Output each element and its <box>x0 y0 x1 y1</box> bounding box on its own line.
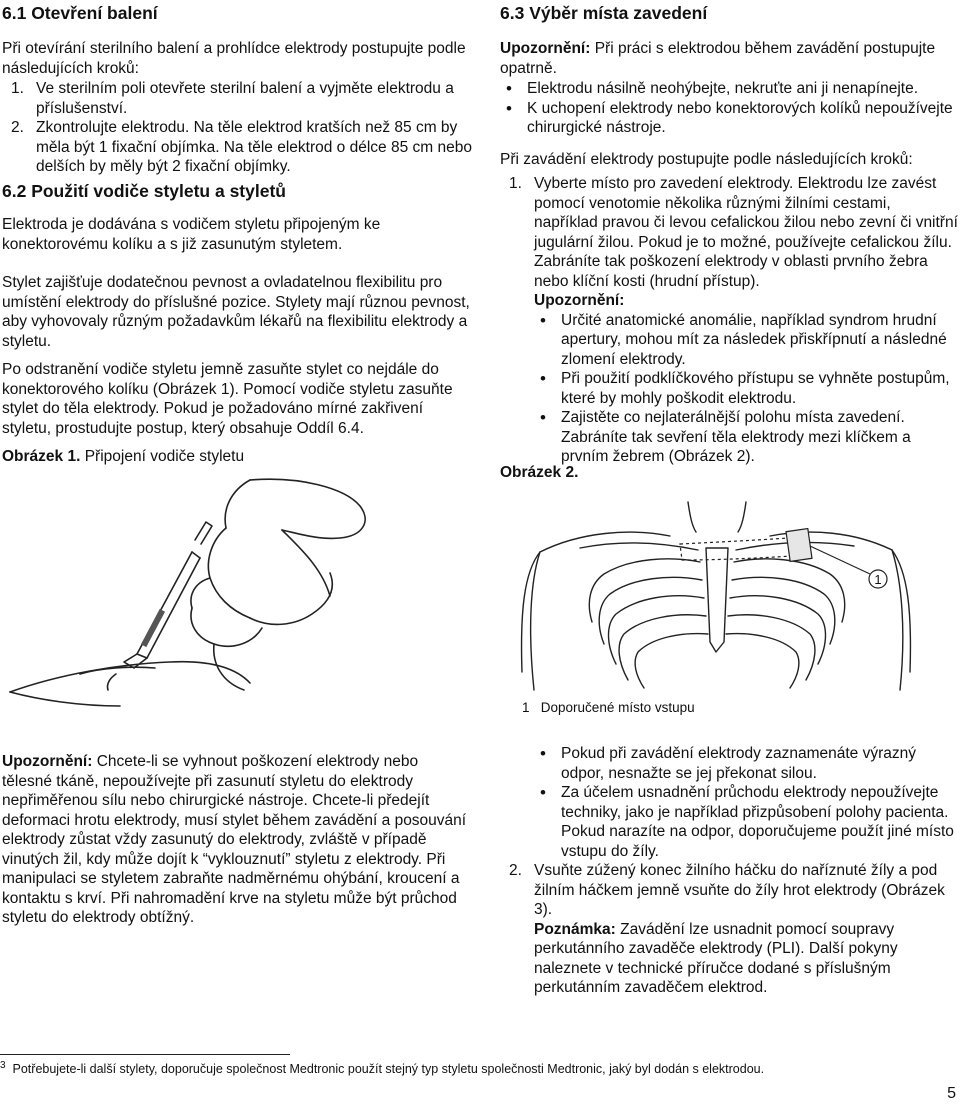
step-number: 2. <box>509 862 522 879</box>
step-number: 1. <box>11 80 24 97</box>
figure-2-callout-number: 1 <box>874 572 882 587</box>
step-number: 1. <box>509 175 522 192</box>
figure-2-legend-number: 1 <box>522 700 530 715</box>
note-paragraph <box>534 920 958 998</box>
list-item: • Zajistěte co nejlaterálnější polohu místa zavedení. Zabráníte tak sevření těla elektrody mezi klíčkem a prvním žebrem (Obrázek 2). <box>534 408 958 467</box>
list-item: • Za účelem usnadnění průchodu elektrody nepoužívejte techniky, jako je například přizpůsobení polohy pacienta. Pokud narazíte na odpor, doporučujeme použít jiné místo vstupu do žíly. <box>534 783 958 861</box>
list-item: • Určité anatomické anomálie, například syndrom hrudní apertury, mohou mít za následek přiskřípnutí a následné zlomení elektrody. <box>534 311 958 370</box>
section-6-3-bullets <box>500 79 958 138</box>
figure-2-legend-text: Doporučené místo vstupu <box>540 700 695 715</box>
step-1-caution-label: Upozornění: <box>534 292 625 309</box>
footnote-mark: 3 <box>0 1060 6 1071</box>
figure-2-label: Obrázek 2. <box>500 464 579 481</box>
section-6-1-intro: Při otevírání sterilního balení a prohlídce elektrody postupujte podle následujících kroků: <box>2 40 466 77</box>
figure-1-stylet-illustration <box>0 478 470 708</box>
list-item: • Při použití podklíčkového přístupu se vyhněte postupům, které by mohly poškodit elektrodu. <box>534 369 958 408</box>
page-number: 5 <box>947 1085 956 1102</box>
step-2 <box>500 861 958 998</box>
figure-1-caption-text: Připojení vodiče styletu <box>84 448 245 465</box>
list-item: • K uchopení elektrody nebo konektorových kolíků nepoužívejte chirurgické nástroje. <box>500 99 958 138</box>
step-text: Ve sterilním poli otevřete sterilní balení a vyjměte elektrodu a příslušenství. <box>36 80 454 117</box>
section-6-1-title: 6.1 Otevření balení <box>2 3 158 23</box>
section-6-2-paragraph-1: Elektroda je dodávána s vodičem styletu připojeným ke konektorovému kolíku a s již zasunutým styletem. <box>2 216 381 253</box>
steps-intro: Při zavádění elektrody postupujte podle následujících kroků: <box>500 151 913 168</box>
continued-bullets <box>500 744 958 861</box>
list-item: • Elektrodu násilně neohýbejte, nekruťte ani ji nenapínejte. <box>500 79 958 99</box>
section-6-3-title: 6.3 Výběr místa zavedení <box>500 3 708 23</box>
caution-text: Chcete-li se vyhnout poškození elektrody nebo tělesné tkáně, nepoužívejte při zasunutí styletu do elektrody nepřiměřenou sílu nebo chirurgické nástroje. Chcete-li předejít deformaci hrotu elektrody, musí stylet během zavádění a posouvání elektrody zůstat vždy zasunutý do elektrody, zvláště v případě vinutých žil, kdy může dojít k “vyklouznutí” styletu z elektrody. Při manipulaci se styletem zabraňte nadměrnému ohýbání, kroucení a kontaktu s krví. Při nahromadění krve na styletu může být průchod styletu do elektrody obtížný. <box>2 753 467 926</box>
section-6-3-caution <box>500 39 958 78</box>
caution-label: Upozornění: <box>500 40 591 57</box>
note-text: Zavádění lze usnadnit pomocí soupravy perkutánního zavaděče elektrody (PLI). Další pokyny naleznete v technické příručce dodané s příslušným perkutánním zavaděčem elektrod. <box>534 920 898 996</box>
section-6-2-paragraph-2: Stylet zajišťuje dodatečnou pevnost a ovladatelnou flexibilitu pro umístění elektrody do příslušné pozice. Stylety mají různou pevnost, aby vyhovovaly různým požadavkům lékařů na flexibilitu elektrody a styletu. <box>2 274 470 350</box>
step-2-text: Vsuňte zúžený konec žilního háčku do naříznuté žíly a pod žilním háčkem jemně vsuňte do žíly hrot elektrody (Obrázek 3). <box>534 862 945 918</box>
section-6-2-paragraph-3: Po odstranění vodiče styletu jemně zasuňte stylet co nejdále do konektorového kolíku (Obrázek 1). Pomocí vodiče styletu zasuňte stylet do těla elektrody. Pokud je požadováno mírné zakřivení styletu, prostudujte postup, který obsahuje Oddíl 6.4. <box>2 361 453 437</box>
list-item: • Pokud při zavádění elektrody zaznamenáte výrazný odpor, nesnažte se jej překonat silou. <box>534 744 958 783</box>
figure-1-label: Obrázek 1. <box>2 448 81 465</box>
footnote <box>0 1058 958 1077</box>
step-continuation <box>500 744 958 998</box>
step-1-text: Vyberte místo pro zavedení elektrody. Elektrodu lze zavést pomocí venotomie několika různými žilními cestami, například pravou či levou cefalickou žilou nebo zevní či vnitřní jugulární žilou. Pokud je to možné, používejte cefalickou žílu. Zabráníte tak poškození elektrody v oblasti prvního žebra nebo klíční kosti (hrudní přístup). <box>534 175 958 290</box>
figure-1-caption <box>2 447 472 467</box>
footnote-divider <box>0 1054 290 1055</box>
step-number: 2. <box>11 119 24 136</box>
step-text: Zkontrolujte elektrodu. Na těle elektrod kratších než 85 cm by měla být 1 fixační objímka. Na těle elektrod o délce 85 cm nebo delších by měly být 2 fixační objímky. <box>36 119 472 175</box>
section-6-1-steps <box>2 79 472 177</box>
caution-label: Upozornění: <box>2 753 93 770</box>
figure-2-ribcage-illustration <box>520 492 915 692</box>
figure-2-legend <box>522 698 695 718</box>
note-label: Poznámka: <box>534 920 616 938</box>
caution-text: Při práci s elektrodou během zavádění postupujte opatrně. <box>500 40 936 77</box>
caution-paragraph <box>2 752 472 928</box>
step-1 <box>500 174 958 467</box>
list-item <box>2 79 472 118</box>
step-1-caution-bullets <box>534 311 958 467</box>
footnote-text: Potřebujete-li další stylety, doporučuje společnost Medtronic použít stejný typ styletu společnosti Medtronic, jaký byl dodán s elektrodou. <box>12 1062 765 1077</box>
list-item <box>2 118 472 177</box>
section-6-2-title: 6.2 Použití vodiče styletu a styletů <box>2 181 286 201</box>
